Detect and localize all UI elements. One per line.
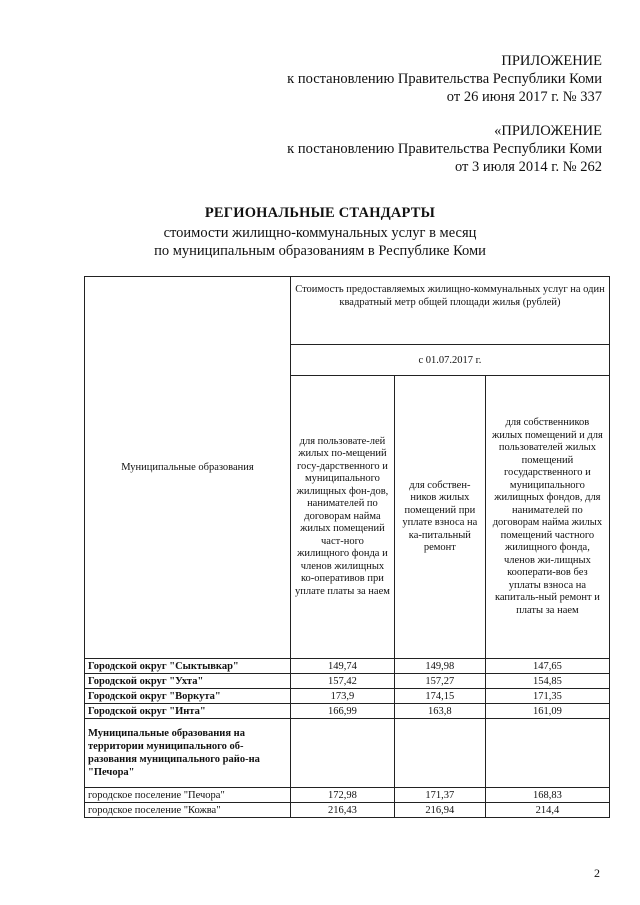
table-row <box>85 689 610 704</box>
municipality-name: Городской округ "Воркута" <box>85 689 291 704</box>
table-row <box>85 704 610 719</box>
table-row <box>85 659 610 674</box>
group-row-pechora <box>85 719 610 788</box>
header-cost: Стоимость предоставляемых жилищно-коммунальных услуг на один квадратный метр общей площади жилья (рублей) <box>290 277 609 345</box>
appendix-label: «ПРИЛОЖЕНИЕ <box>494 123 602 139</box>
municipality-name: Городской округ "Сыктывкар" <box>85 659 291 674</box>
table-row <box>85 674 610 689</box>
resolution-date: от 3 июля 2014 г. № 262 <box>454 159 602 175</box>
header-effective-date: с 01.07.2017 г. <box>290 345 609 376</box>
cost-a: 157,42 <box>290 674 394 689</box>
municipality-name: Городской округ "Инта" <box>85 704 291 719</box>
cost-c: 154,85 <box>485 674 609 689</box>
page-number: 2 <box>594 866 600 880</box>
standards-table <box>84 276 610 818</box>
municipality-name: Городской округ "Ухта" <box>85 674 291 689</box>
document-title: РЕГИОНАЛЬНЫЕ СТАНДАРТЫ <box>204 205 436 221</box>
cost-c: 171,35 <box>485 689 609 704</box>
cost-c: 214,4 <box>485 803 609 818</box>
header-without-fees: для собственников жилых помещений и для пользователей жилых помещений государственного и муниципального жилищных фондов, для нанимателей по договорам найма жилых помещений частного жилищного фонда, членов жи-лищных кооперати-вов без уплаты взноса на капиталь-ный ремонт и платы за наем <box>485 376 609 659</box>
cost-a: 166,99 <box>290 704 394 719</box>
empty-cell <box>394 719 485 788</box>
cost-a: 149,74 <box>290 659 394 674</box>
header-owners-with-capital-repair: для собствен-ников жилых помещений при уплате взноса на ка-питальный ремонт <box>394 376 485 659</box>
header-users-with-rent: для пользовате-лей жилых по-мещений госу-дарственного и муниципального жилищных фон-дов, нанимателей по договорам найма жилых помещений част-ного жилищного фонда и членов жилищных ко-оперативов при уплате платы за наем <box>290 376 394 659</box>
appendix-label: ПРИЛОЖЕНИЕ <box>501 53 602 69</box>
cost-c: 168,83 <box>485 788 609 803</box>
cost-c: 161,09 <box>485 704 609 719</box>
header-municipal-formations: Муниципальные образования <box>85 277 291 659</box>
cost-b: 163,8 <box>394 704 485 719</box>
resolution-date: от 26 июня 2017 г. № 337 <box>446 89 602 105</box>
cost-b: 216,94 <box>394 803 485 818</box>
cost-b: 174,15 <box>394 689 485 704</box>
cost-b: 157,27 <box>394 674 485 689</box>
cost-b: 149,98 <box>394 659 485 674</box>
resolution-reference: к постановлению Правительства Республики Коми <box>287 71 602 87</box>
cost-b: 171,37 <box>394 788 485 803</box>
document-subtitle-line-2: по муниципальным образованиям в Республике Коми <box>154 243 486 259</box>
empty-cell <box>485 719 609 788</box>
appendix-header-original <box>287 122 602 176</box>
settlement-name: городское поселение "Кожва" <box>85 803 291 818</box>
cost-a: 172,98 <box>290 788 394 803</box>
table-row <box>85 788 610 803</box>
cost-a: 173,9 <box>290 689 394 704</box>
document-subtitle-line-1: стоимости жилищно-коммунальных услуг в месяц <box>163 225 477 241</box>
cost-c: 147,65 <box>485 659 609 674</box>
appendix-header-current <box>287 52 602 106</box>
resolution-reference: к постановлению Правительства Республики Коми <box>287 141 602 157</box>
table-row <box>85 803 610 818</box>
cost-a: 216,43 <box>290 803 394 818</box>
empty-cell <box>290 719 394 788</box>
group-name: Муниципальные образования на территории муниципального об-разования муниципального райо-на "Печора" <box>85 719 291 788</box>
settlement-name: городское поселение "Печора" <box>85 788 291 803</box>
